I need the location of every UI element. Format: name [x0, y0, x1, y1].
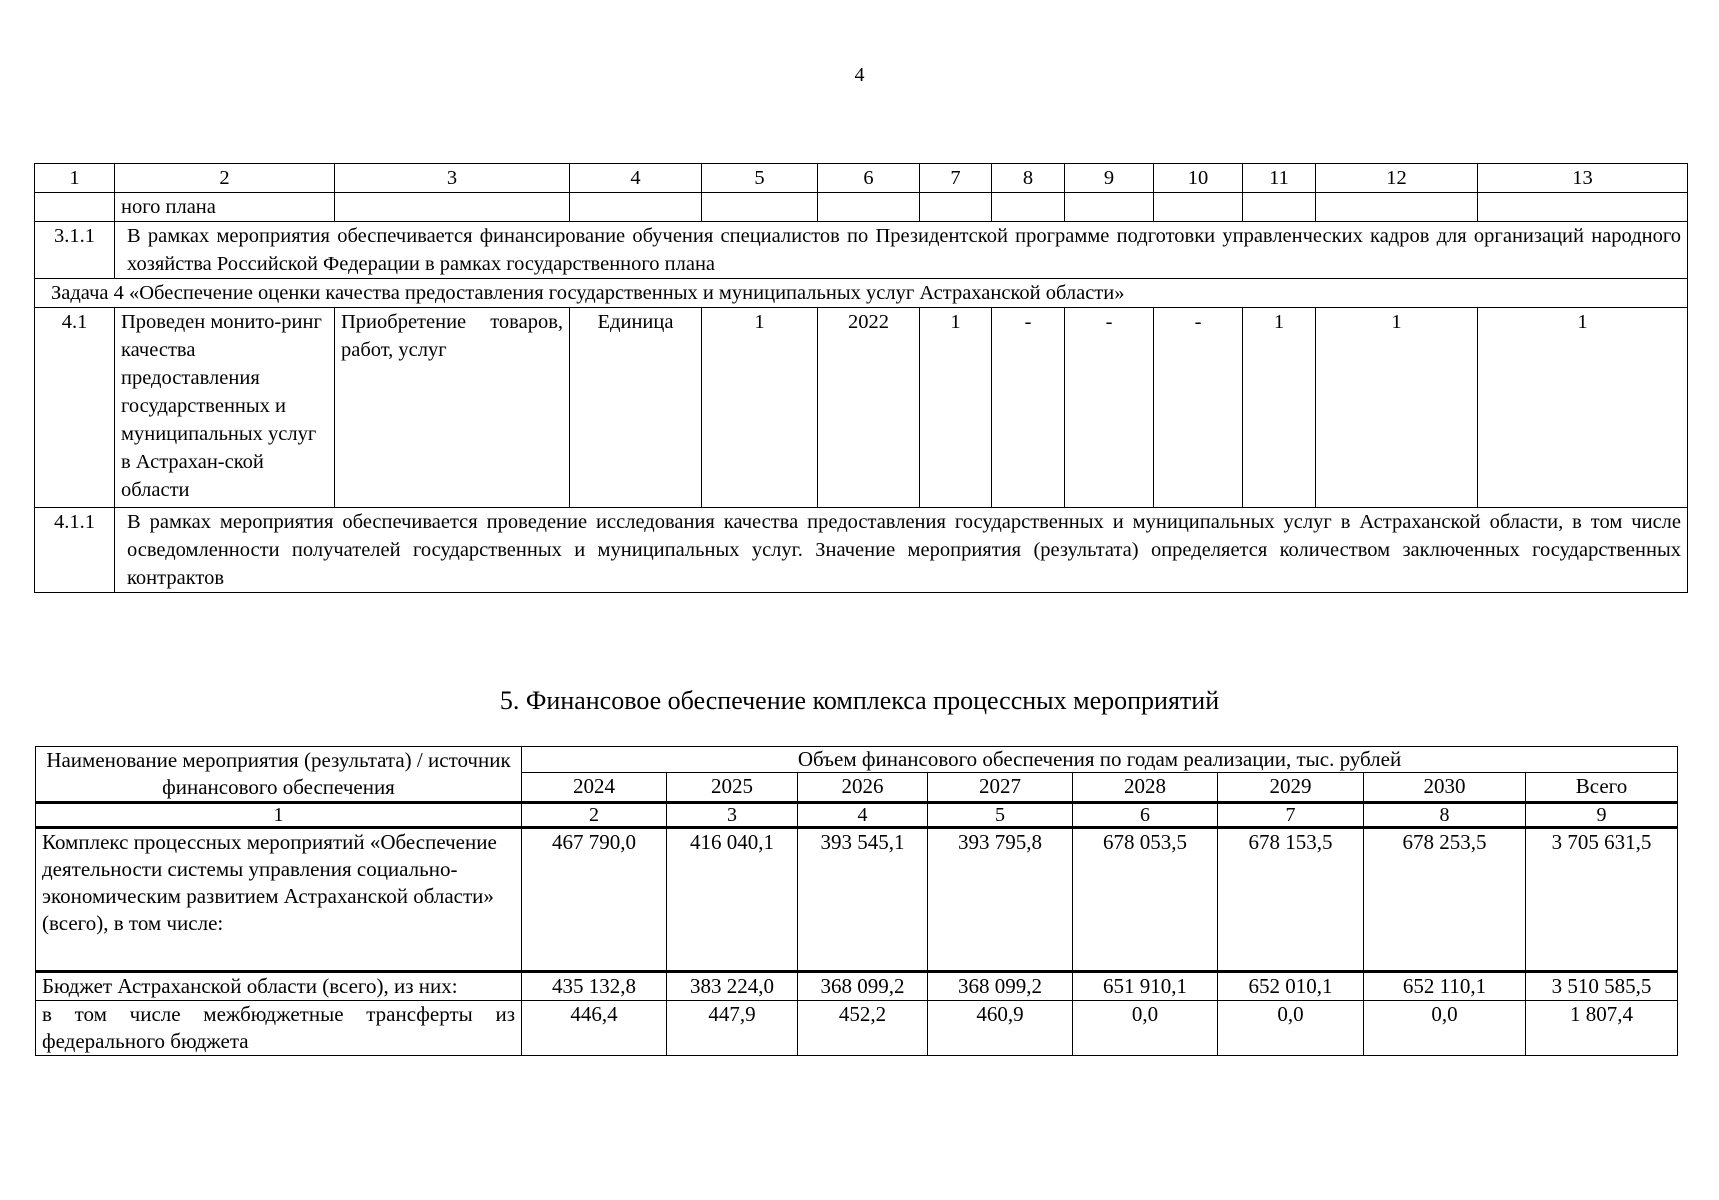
header-cell: 3	[335, 164, 570, 193]
header-cell: 13	[1478, 164, 1688, 193]
value-cell: 393 545,1	[798, 828, 928, 972]
value-cell: 447,9	[667, 1001, 798, 1056]
row-id: 3.1.1	[35, 222, 115, 279]
column-number: 8	[1364, 803, 1526, 828]
header-volume: Объем финансового обеспечения по годам реализации, тыс. рублей	[522, 747, 1678, 773]
table-row	[36, 828, 1678, 972]
value-cell: -	[1154, 308, 1243, 508]
task-row	[35, 279, 1688, 308]
task-heading: Задача 4 «Обеспечение оценки качества предоставления государственных и муниципальных услуг Астраханской области»	[35, 279, 1688, 308]
value-cell: -	[992, 308, 1065, 508]
value-cell: 383 224,0	[667, 972, 798, 1001]
page-number: 4	[854, 64, 865, 86]
value-cell: 368 099,2	[798, 972, 928, 1001]
value-cell: 652 110,1	[1364, 972, 1526, 1001]
value-cell: 0,0	[1364, 1001, 1526, 1056]
total-header: Всего	[1526, 772, 1678, 802]
column-number: 2	[522, 803, 667, 828]
value-cell: 1	[1243, 308, 1316, 508]
header-cell: 1	[35, 164, 115, 193]
year-header: 2024	[522, 772, 667, 802]
value-cell: 1	[1478, 308, 1688, 508]
value-cell: 368 099,2	[928, 972, 1073, 1001]
value-cell: 678 153,5	[1218, 828, 1364, 972]
value-cell: 446,4	[522, 1001, 667, 1056]
value-cell: 678 053,5	[1073, 828, 1218, 972]
value-cell: 0,0	[1218, 1001, 1364, 1056]
result-name: Проведен монито-ринг качества предоставления государственных и муниципальных услуг в Астрахан-ской области	[115, 308, 335, 508]
total-cell: 1 807,4	[1526, 1001, 1678, 1056]
value-cell: 416 040,1	[667, 828, 798, 972]
year-header: 2027	[928, 772, 1073, 802]
column-number-row	[36, 803, 1678, 828]
header-cell: 6	[818, 164, 920, 193]
header-cell: 10	[1154, 164, 1243, 193]
financing-table	[35, 746, 1678, 1056]
value-cell: 1	[1316, 308, 1478, 508]
header-cell: 11	[1243, 164, 1316, 193]
column-number: 1	[36, 803, 522, 828]
table-row	[35, 222, 1688, 279]
indicators-table	[34, 163, 1688, 593]
value-cell: 652 010,1	[1218, 972, 1364, 1001]
column-number: 4	[798, 803, 928, 828]
result-type: Приобретение товаров, работ, услуг	[335, 308, 570, 508]
table-row	[35, 308, 1688, 508]
value-cell: -	[1065, 308, 1154, 508]
value-cell: 435 132,8	[522, 972, 667, 1001]
header-cell: 2	[115, 164, 335, 193]
table-row	[35, 508, 1688, 593]
table-row	[36, 1001, 1678, 1056]
row-name: Бюджет Астраханской области (всего), из них:	[36, 972, 522, 1001]
column-number: 6	[1073, 803, 1218, 828]
header-cell: 5	[702, 164, 818, 193]
row-name: Комплекс процессных мероприятий «Обеспечение деятельности системы управления социально-экономическим развитием Астраханской области» (всего), в том числе:	[36, 828, 522, 972]
row-description: В рамках мероприятия обеспечивается проведение исследования качества предоставления государственных и муниципальных услуг в Астраханской области, в том числе осведомленности получателей государственных и муниципальных услуг. Значение мероприятия (результата) определяется количеством заключенных государственных контрактов	[115, 508, 1688, 593]
header-cell: 7	[920, 164, 992, 193]
value-cell: 452,2	[798, 1001, 928, 1056]
total-cell: 3 510 585,5	[1526, 972, 1678, 1001]
year-header: 2025	[667, 772, 798, 802]
row-id: 4.1.1	[35, 508, 115, 593]
year-header: 2030	[1364, 772, 1526, 802]
year-header: 2028	[1073, 772, 1218, 802]
year-cell: 2022	[818, 308, 920, 508]
value-cell: 1	[702, 308, 818, 508]
header-name: Наименование мероприятия (результата) / источник финансового обеспечения	[36, 747, 522, 803]
table-header-row	[36, 747, 1678, 773]
header-cell: 8	[992, 164, 1065, 193]
value-cell: 393 795,8	[928, 828, 1073, 972]
value-cell: 0,0	[1073, 1001, 1218, 1056]
year-header: 2029	[1218, 772, 1364, 802]
table-header-row	[35, 164, 1688, 193]
column-number: 9	[1526, 803, 1678, 828]
unit-cell: Единица	[570, 308, 702, 508]
value-cell: 1	[920, 308, 992, 508]
table-row	[35, 193, 1688, 222]
row-id: 4.1	[35, 308, 115, 508]
header-cell: 4	[570, 164, 702, 193]
row-description: В рамках мероприятия обеспечивается финансирование обучения специалистов по Президентской программе подготовки управленческих кадров для организаций народного хозяйства Российской Федерации в рамках государственного плана	[115, 222, 1688, 279]
value-cell: 651 910,1	[1073, 972, 1218, 1001]
table-row	[36, 972, 1678, 1001]
continuation-text: ного плана	[115, 193, 335, 222]
total-cell: 3 705 631,5	[1526, 828, 1678, 972]
value-cell: 460,9	[928, 1001, 1073, 1056]
value-cell: 467 790,0	[522, 828, 667, 972]
value-cell: 678 253,5	[1364, 828, 1526, 972]
header-cell: 9	[1065, 164, 1154, 193]
row-name: в том числе межбюджетные трансферты из федерального бюджета	[36, 1001, 522, 1056]
column-number: 5	[928, 803, 1073, 828]
column-number: 3	[667, 803, 798, 828]
year-header: 2026	[798, 772, 928, 802]
column-number: 7	[1218, 803, 1364, 828]
header-cell: 12	[1316, 164, 1478, 193]
section-title: 5. Финансовое обеспечение комплекса процессных мероприятий	[499, 686, 1220, 715]
